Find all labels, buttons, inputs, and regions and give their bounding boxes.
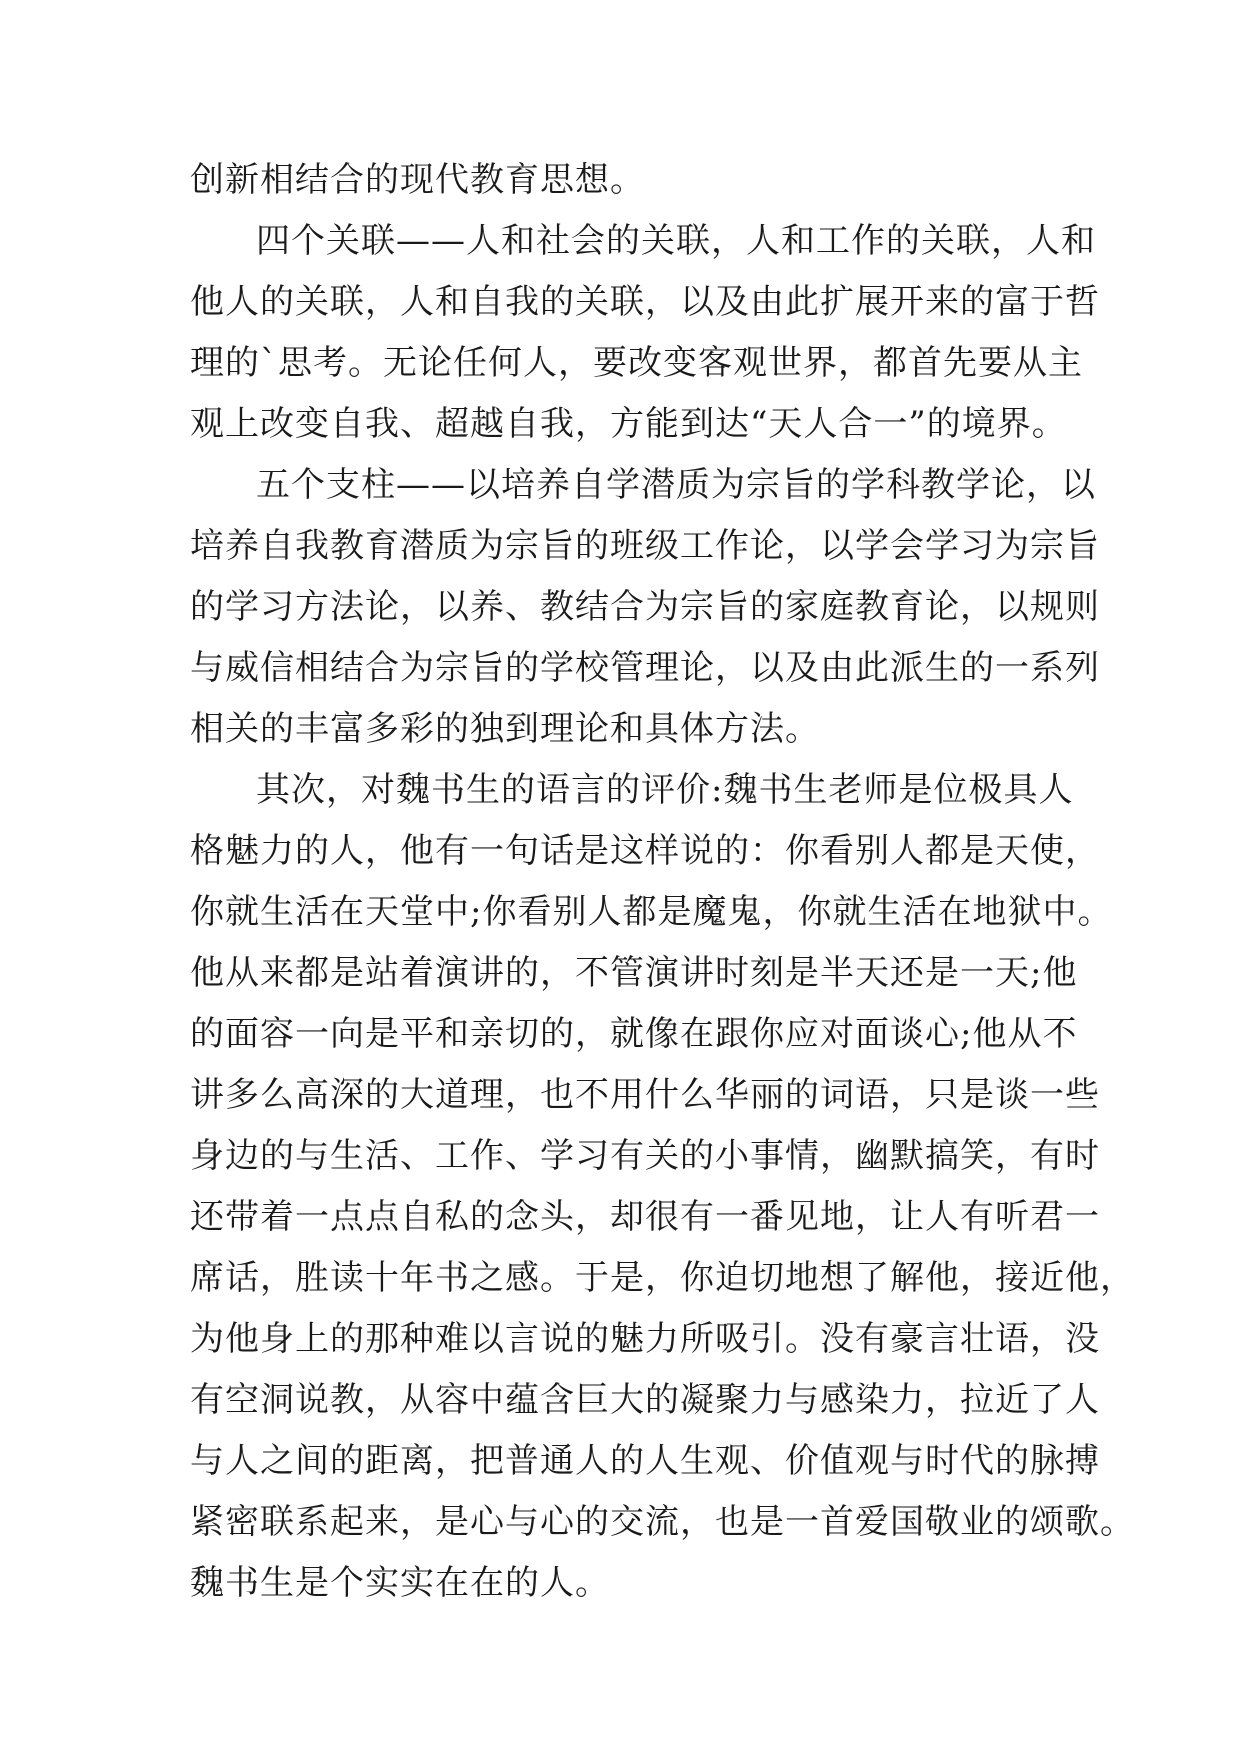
text-line-4: 理的`思考。无论任何人，要改变客观世界，都首先要从主 bbox=[190, 343, 1083, 383]
text-line-7: 培养自我教育潜质为宗旨的班级工作论，以学会学习为宗旨 bbox=[190, 526, 1100, 566]
text-line-2: 四个关联——人和社会的关联，人和工作的关联，人和 bbox=[256, 221, 1096, 261]
text-line-5: 观上改变自我、超越自我，方能到达“天人合一”的境界。 bbox=[190, 404, 1067, 444]
text-line-10: 相关的丰富多彩的独到理论和具体方法。 bbox=[190, 709, 820, 749]
text-line-19: 席话，胜读十年书之感。于是，你迫切地想了解他，接近他， bbox=[190, 1258, 1135, 1298]
text-line-20: 为他身上的那种难以言说的魅力所吸引。没有豪言壮语，没 bbox=[190, 1319, 1100, 1359]
text-line-15: 的面容一向是平和亲切的，就像在跟你应对面谈心;他从不 bbox=[190, 1014, 1078, 1054]
text-line-24: 魏书生是个实实在在的人。 bbox=[190, 1563, 610, 1603]
text-line-13: 你就生活在天堂中;你看别人都是魔鬼，你就生活在地狱中。 bbox=[190, 892, 1113, 932]
text-line-21: 有空洞说教，从容中蕴含巨大的凝聚力与感染力，拉近了人 bbox=[190, 1380, 1100, 1420]
text-line-18: 还带着一点点自私的念头，却很有一番见地，让人有听君一 bbox=[190, 1197, 1100, 1237]
text-line-6: 五个支柱——以培养自学潜质为宗旨的学科教学论，以 bbox=[256, 465, 1096, 505]
text-line-3: 他人的关联，人和自我的关联，以及由此扩展开来的富于哲 bbox=[190, 282, 1100, 322]
text-line-14: 他从来都是站着演讲的，不管演讲时刻是半天还是一天;他 bbox=[190, 953, 1078, 993]
text-line-11: 其次，对魏书生的语言的评价:魏书生老师是位极具人 bbox=[256, 770, 1074, 810]
text-line-17: 身边的与生活、工作、学习有关的小事情，幽默搞笑，有时 bbox=[190, 1136, 1100, 1176]
text-line-12: 格魅力的人，他有一句话是这样说的：你看别人都是天使， bbox=[190, 831, 1100, 871]
text-line-8: 的学习方法论，以养、教结合为宗旨的家庭教育论，以规则 bbox=[190, 587, 1100, 627]
body-text bbox=[190, 150, 1135, 1614]
text-line-22: 与人之间的距离，把普通人的人生观、价值观与时代的脉搏 bbox=[190, 1441, 1100, 1481]
text-line-16: 讲多么高深的大道理，也不用什么华丽的词语，只是谈一些 bbox=[190, 1075, 1100, 1115]
text-line-9: 与威信相结合为宗旨的学校管理论，以及由此派生的一系列 bbox=[190, 648, 1100, 688]
text-line-23: 紧密联系起来，是心与心的交流，也是一首爱国敬业的颂歌。 bbox=[190, 1502, 1135, 1542]
text-line-1: 创新相结合的现代教育思想。 bbox=[190, 160, 645, 200]
